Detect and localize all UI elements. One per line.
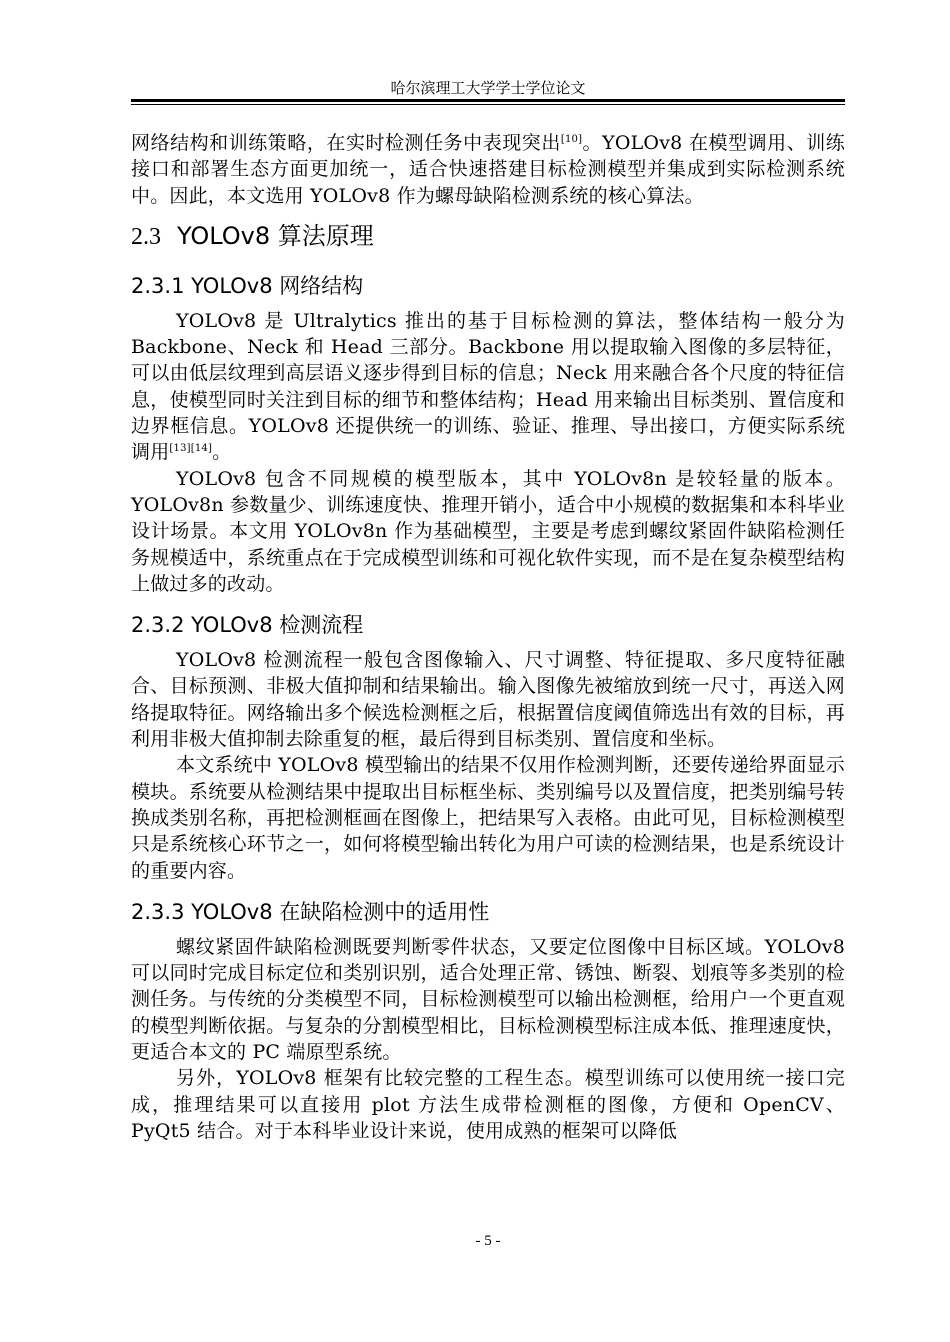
citation: [10]: [560, 134, 583, 145]
section-title: YOLOv8 算法原理: [177, 221, 374, 250]
citation: [13][14]: [169, 443, 213, 455]
paragraph: YOLOv8 是 Ultralytics 推出的基于目标检测的算法，整体结构一般分为 Backbone、Neck 和 Head 三部分。Backbone 用以提取输入图像的多层特征，可以由低层纹理到高层语义逐步得到目标的信息；Neck 用来融合各个尺度的特征信息，使模型同时关注到目标的细节和整体结构；Head 用来输出目标类别、置信度和边界框信息。YOLOv8 还提供统一的训练、验证、推理、导出接口，方便实际系统调用[13][14]。: [131, 309, 845, 464]
paragraph: 本文系统中 YOLOv8 模型输出的结果不仅用作检测判断，还要传递给界面显示模块。系统要从检测结果中提取出目标框坐标、类别编号以及置信度，把类别编号转换成类别名称，再把检测框画在图像上，把结果写入表格。由此可见，目标检测模型只是系统核心环节之一，如何将模型输出转化为用户可读的检测结果，也是系统设计的重要内容。: [131, 754, 845, 882]
page-number: - 5 -: [475, 1233, 501, 1249]
subsection-heading-3: 2.3.3 YOLOv8 在缺陷检测中的适用性: [131, 899, 490, 924]
paragraph: YOLOv8 包含不同规模的模型版本，其中 YOLOv8n 是较轻量的版本。YOLOv8n 参数量少、训练速度快、推理开销小，适合中小规模的数据集和本科毕业设计场景。本文用 YOLOv8n 作为基础模型，主要是考虑到螺纹紧固件缺陷检测任务规模适中，系统重点在于完成模型训练和可视化软件实现，而不是在复杂模型结构上做过多的改动。: [131, 467, 845, 595]
paragraph: 螺纹紧固件缺陷检测既要判断零件状态，又要定位图像中目标区域。YOLOv8 可以同时完成目标定位和类别识别，适合处理正常、锈蚀、断裂、划痕等多类别的检测任务。与传统的分类模型不同，目标检测模型可以输出检测框，给用户一个更直观的模型判断依据。与复杂的分割模型相比，目标检测模型标注成本低、推理速度快，更适合本文的 PC 端原型系统。: [131, 935, 845, 1064]
page-body: [131, 130, 845, 1144]
subsection-heading-1: 2.3.1 YOLOv8 网络结构: [131, 273, 364, 298]
section-number: 2.3: [131, 223, 161, 250]
subsection-heading-2: 2.3.2 YOLOv8 检测流程: [131, 613, 364, 638]
intro-paragraph: 网络结构和训练策略，在实时检测任务中表现突出[10]。YOLOv8 在模型调用、训练接口和部署生态方面更加统一，适合快速搭建目标检测模型并集成到实际检测系统中。因此，本文选用 YOLOv8 作为螺母缺陷检测系统的核心算法。: [131, 132, 845, 207]
paragraph: YOLOv8 检测流程一般包含图像输入、尺寸调整、特征提取、多尺度特征融合、目标预测、非极大值抑制和结果输出。输入图像先被缩放到统一尺寸，再送入网络提取特征。网络输出多个候选检测框之后，根据置信度阈值筛选出有效的目标，再利用非极大值抑制去除重复的框，最后得到目标类别、置信度和坐标。: [131, 649, 845, 751]
running-header: 哈尔滨理工大学学士学位论文: [390, 79, 586, 97]
header-rule-thin: [131, 104, 845, 105]
section-heading: [131, 221, 845, 252]
paragraph: 另外，YOLOv8 框架有比较完整的工程生态。模型训练可以使用统一接口完成，推理结果可以直接用 plot 方法生成带检测框的图像，方便和 OpenCV、PyQt5 结合。对于本科毕业设计来说，使用成熟的框架可以降低: [131, 1067, 845, 1142]
header-rule-thick: [131, 99, 845, 102]
